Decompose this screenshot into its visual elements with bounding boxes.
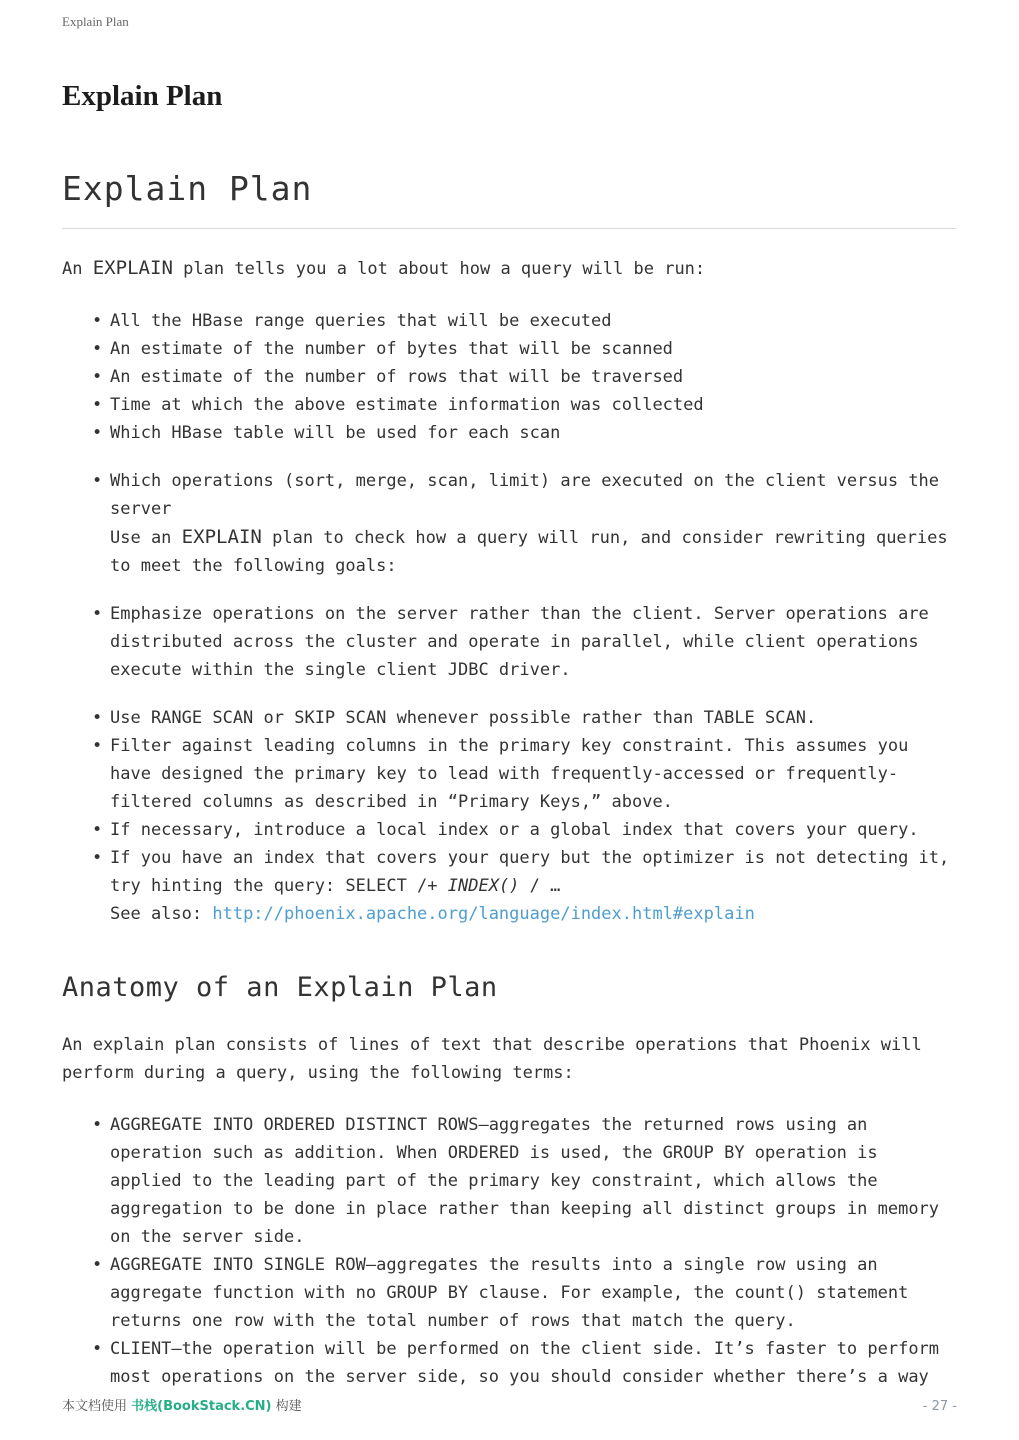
- text-segment: Use an: [110, 528, 182, 548]
- explain-benefits-list: [62, 307, 957, 928]
- text-segment: Filter against leading columns in the primary key constraint. This assumes you have designed the primary key to lead with frequently-accessed or frequently-filtered columns as described in “Primary Keys,” above.: [110, 736, 909, 812]
- text-segment: plan to check how a query will run, and consider rewriting queries to meet the following goals:: [110, 528, 948, 576]
- anatomy-paragraph: [62, 1031, 957, 1087]
- list-item: [110, 363, 957, 391]
- text-segment: Emphasize operations on the server rather than the client. Server operations are distributed across the cluster and operate in parallel, while client operations execute within the single client JDBC driver.: [110, 604, 929, 680]
- section-heading-explain-plan: Explain Plan: [62, 169, 957, 229]
- text-segment: Which operations (sort, merge, scan, limit) are executed on the client versus the server: [110, 471, 940, 519]
- list-item: [110, 307, 957, 335]
- footer-credit: [62, 1395, 302, 1414]
- text-segment: AGGREGATE INTO SINGLE ROW—aggregates the results into a single row using an aggregate function with no GROUP BY clause. For example, the count() statement returns one row with the total number of rows that match the query.: [110, 1255, 909, 1331]
- page-title: Explain Plan: [62, 80, 223, 112]
- footer-credit-prefix: 本文档使用: [62, 1399, 132, 1414]
- intro-paragraph: [62, 254, 957, 283]
- list-item: [110, 335, 957, 363]
- text-segment: All the HBase range queries that will be executed: [110, 311, 612, 331]
- list-item: [110, 704, 957, 732]
- text-segment: / …: [519, 876, 561, 896]
- footer-credit-suffix: 构建: [271, 1399, 302, 1414]
- list-item: [110, 1251, 957, 1335]
- text-segment: Use RANGE SCAN or SKIP SCAN whenever possible rather than TABLE SCAN.: [110, 708, 817, 728]
- text-segment: An estimate of the number of rows that will be traversed: [110, 367, 684, 387]
- text-segment: EXPLAIN: [92, 257, 173, 279]
- list-item: [110, 844, 957, 928]
- section-heading-anatomy: Anatomy of an Explain Plan: [62, 972, 498, 1003]
- page-footer: [62, 1395, 957, 1414]
- anatomy-terms-list: [62, 1111, 957, 1391]
- external-link[interactable]: http://phoenix.apache.org/language/index.html#explain: [212, 904, 755, 924]
- text-segment: An: [62, 259, 93, 279]
- text-segment: Which HBase table will be used for each scan: [110, 423, 561, 443]
- text-segment: EXPLAIN: [181, 526, 262, 548]
- page-number: - 27 -: [922, 1399, 957, 1414]
- list-item: [110, 391, 957, 419]
- list-item: [110, 816, 957, 844]
- list-item: [110, 732, 957, 816]
- text-segment: INDEX(): [447, 876, 520, 896]
- text-segment: If necessary, introduce a local index or a global index that covers your query.: [110, 820, 919, 840]
- list-item: [110, 1335, 957, 1391]
- list-item: [110, 467, 957, 580]
- list-item: [110, 419, 957, 447]
- text-segment: Time at which the above estimate information was collected: [110, 395, 704, 415]
- text-segment: AGGREGATE INTO ORDERED DISTINCT ROWS—aggregates the returned rows using an operation such as addition. When ORDERED is used, the GROUP BY operation is applied to the leading part of the primary key constraint, which allows the aggregation to be done in place rather than keeping all distinct groups in memory on the server side.: [110, 1115, 940, 1247]
- text-segment: If you have an index that covers your query but the optimizer is not detecting it, try hinting the query: SELECT /+: [110, 848, 950, 896]
- text-segment: plan tells you a lot about how a query will be run:: [172, 259, 706, 279]
- text-segment: See also:: [110, 904, 213, 924]
- running-header: Explain Plan: [62, 14, 129, 29]
- text-segment: CLIENT—the operation will be performed on the client side. It’s faster to perform most operations on the server side, so you should consider whether there’s a way: [110, 1339, 940, 1387]
- bookstack-brand-link[interactable]: 书栈(BookStack.CN): [131, 1399, 272, 1414]
- text-segment: An explain plan consists of lines of text that describe operations that Phoenix will perform during a query, using the following terms:: [62, 1035, 922, 1083]
- list-item: [110, 1111, 957, 1251]
- text-segment: An estimate of the number of bytes that will be scanned: [110, 339, 673, 359]
- list-item: [110, 600, 957, 684]
